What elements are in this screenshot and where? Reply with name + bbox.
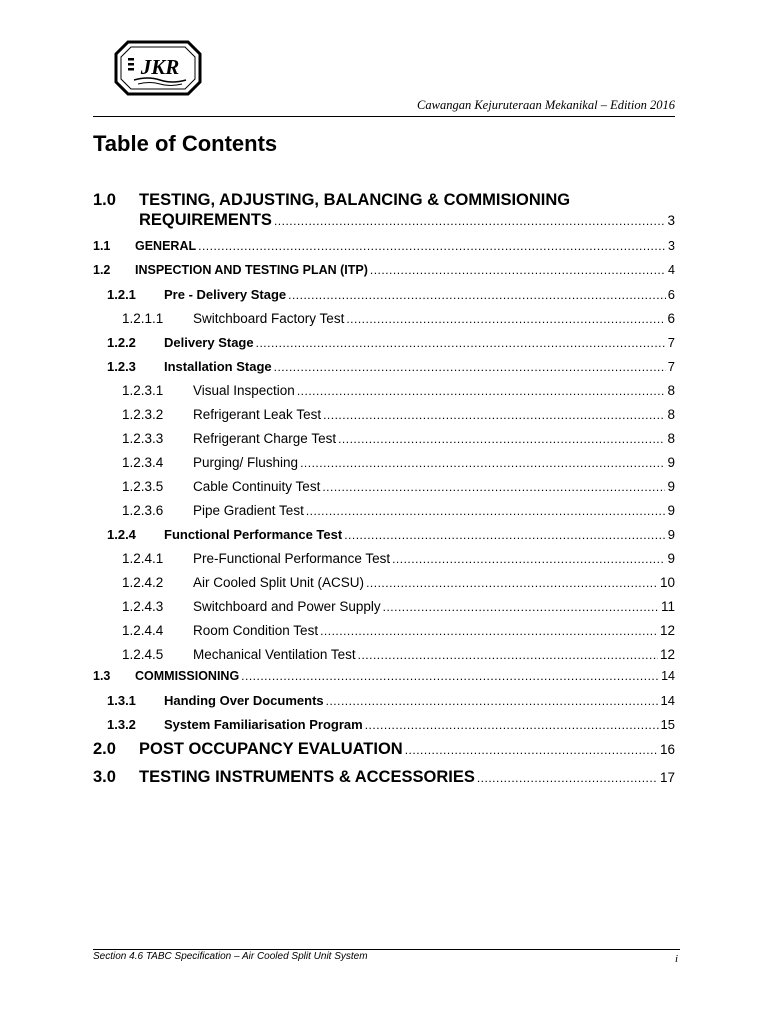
toc-entry[interactable] bbox=[0, 431, 675, 446]
toc-dot-leader bbox=[338, 432, 665, 446]
toc-entry-page: 17 bbox=[659, 770, 675, 785]
toc-entry[interactable] bbox=[0, 383, 675, 398]
toc-dot-leader bbox=[288, 288, 666, 302]
toc-entry[interactable] bbox=[0, 647, 675, 662]
toc-entry-title: Handing Over Documents bbox=[164, 693, 324, 708]
toc-dot-leader bbox=[323, 408, 665, 422]
toc-entry-title: POST OCCUPANCY EVALUATION bbox=[139, 740, 403, 758]
toc-dot-leader bbox=[300, 456, 665, 470]
toc-dot-leader bbox=[297, 384, 666, 398]
footer-section-text: Section 4.6 TABC Specification – Air Cooled Split Unit System bbox=[93, 951, 368, 962]
toc-entry-page: 12 bbox=[659, 647, 675, 662]
toc-entry-page: 7 bbox=[667, 359, 675, 374]
toc-entry-title: System Familiarisation Program bbox=[164, 717, 363, 732]
toc-entry-title: TESTING, ADJUSTING, BALANCING & COMMISIONING bbox=[139, 191, 571, 209]
toc-entry-title: Purging/ Flushing bbox=[193, 455, 299, 470]
toc-dot-leader bbox=[306, 504, 666, 518]
toc-entry[interactable] bbox=[0, 479, 675, 494]
toc-dot-leader bbox=[344, 528, 666, 542]
toc-entry-number: 1.2.4.4 bbox=[122, 623, 164, 638]
footer-divider bbox=[93, 949, 680, 950]
toc-entry-title: REQUIREMENTS bbox=[139, 211, 272, 229]
toc-dot-leader bbox=[198, 239, 666, 253]
toc-entry-number: 1.2.4.3 bbox=[122, 599, 164, 614]
footer-page-number: i bbox=[674, 953, 678, 965]
toc-entry-number: 1.2.4.1 bbox=[122, 551, 164, 566]
toc-entry-number: 1.3.2 bbox=[107, 717, 136, 732]
toc-entry[interactable] bbox=[0, 717, 675, 732]
toc-entry-number: 1.2.4.5 bbox=[122, 647, 164, 662]
toc-dot-leader bbox=[326, 694, 659, 708]
toc-dot-leader bbox=[322, 480, 665, 494]
toc-entry-number: 1.0 bbox=[93, 191, 116, 209]
toc-entry-number: 1.2.1.1 bbox=[122, 311, 164, 326]
toc-entry-number: 1.2.3.3 bbox=[122, 431, 164, 446]
toc-entry-page: 9 bbox=[667, 455, 675, 470]
toc-entry-number: 1.2.1 bbox=[107, 287, 136, 302]
toc-entry-title: Refrigerant Leak Test bbox=[193, 407, 322, 422]
toc-entry[interactable] bbox=[0, 287, 675, 302]
toc-entry-number: 1.1 bbox=[93, 239, 111, 253]
toc-entry[interactable] bbox=[0, 575, 675, 590]
toc-entry-title: Switchboard and Power Supply bbox=[193, 599, 381, 614]
toc-entry-page: 9 bbox=[667, 527, 675, 542]
toc-entry-number: 2.0 bbox=[93, 740, 116, 758]
toc-entry-page: 7 bbox=[667, 335, 675, 350]
toc-entry-title: Pipe Gradient Test bbox=[193, 503, 304, 518]
toc-entry[interactable] bbox=[139, 211, 675, 230]
toc-entry-number: 1.3.1 bbox=[107, 693, 136, 708]
toc-entry-number: 1.2.3 bbox=[107, 359, 136, 374]
toc-entry-number: 1.2.4.2 bbox=[122, 575, 164, 590]
toc-entry-page: 4 bbox=[668, 263, 675, 277]
toc-entry-page: 9 bbox=[667, 551, 675, 566]
toc-entry[interactable] bbox=[0, 359, 675, 374]
toc-entry-title: GENERAL bbox=[135, 239, 197, 253]
toc-entry-number: 1.2.3.1 bbox=[122, 383, 164, 398]
toc-entry[interactable] bbox=[0, 527, 675, 542]
toc-dot-leader bbox=[274, 214, 666, 228]
logo-text: JKR bbox=[140, 55, 180, 79]
toc-dot-leader bbox=[365, 718, 659, 732]
toc-entry[interactable] bbox=[0, 455, 675, 470]
toc-entry-page: 3 bbox=[667, 213, 675, 228]
toc-entry-number: 1.2.4 bbox=[107, 527, 136, 542]
toc-entry[interactable] bbox=[0, 551, 675, 566]
toc-entry-page: 12 bbox=[659, 623, 675, 638]
toc-entry[interactable] bbox=[0, 311, 675, 326]
toc-entry[interactable] bbox=[0, 693, 675, 708]
toc-entry-number: 1.2.3.4 bbox=[122, 455, 164, 470]
toc-entry-page: 6 bbox=[667, 287, 675, 302]
toc-entry-number: 3.0 bbox=[93, 768, 116, 786]
header-divider bbox=[93, 116, 675, 117]
toc-dot-leader bbox=[405, 743, 658, 757]
toc-dot-leader bbox=[256, 336, 666, 350]
toc-entry-title: Cable Continuity Test bbox=[193, 479, 321, 494]
toc-dot-leader bbox=[383, 600, 659, 614]
toc-entry-page: 16 bbox=[659, 742, 675, 757]
toc-entry-page: 6 bbox=[667, 311, 675, 326]
toc-entry-title: COMMISSIONING bbox=[135, 669, 240, 683]
toc-entry-title: Air Cooled Split Unit (ACSU) bbox=[193, 575, 365, 590]
toc-entry-page: 15 bbox=[660, 717, 675, 732]
toc-dot-leader bbox=[392, 552, 665, 566]
toc-entry[interactable] bbox=[0, 669, 675, 683]
toc-entry-page: 3 bbox=[668, 239, 675, 253]
toc-dot-leader bbox=[366, 576, 658, 590]
toc-dot-leader bbox=[241, 669, 659, 683]
toc-dot-leader bbox=[370, 263, 666, 277]
toc-entry-title: Switchboard Factory Test bbox=[193, 311, 345, 326]
toc-dot-leader bbox=[477, 771, 658, 785]
toc-entry-page: 8 bbox=[667, 383, 675, 398]
toc-dot-leader bbox=[358, 648, 658, 662]
toc-entry-title: TESTING INSTRUMENTS & ACCESSORIES bbox=[139, 768, 475, 786]
toc-entry-title: Visual Inspection bbox=[193, 383, 295, 398]
page-title: Table of Contents bbox=[93, 131, 278, 156]
toc-entry-page: 10 bbox=[659, 575, 675, 590]
toc-entry-title: Functional Performance Test bbox=[164, 527, 343, 542]
toc-entry-page: 14 bbox=[661, 669, 675, 683]
toc-entry-number: 1.2.3.6 bbox=[122, 503, 164, 518]
toc-entry[interactable] bbox=[0, 335, 675, 350]
toc-entry-number: 1.2.3.2 bbox=[122, 407, 164, 422]
toc-entry[interactable] bbox=[0, 407, 675, 422]
toc-entry-page: 11 bbox=[660, 599, 675, 614]
toc-entry-number: 1.3 bbox=[93, 669, 111, 683]
toc-entry-page: 8 bbox=[667, 431, 675, 446]
toc-entry-page: 9 bbox=[667, 479, 675, 494]
toc-dot-leader bbox=[346, 312, 665, 326]
toc-entry-page: 9 bbox=[667, 503, 675, 518]
toc-entry[interactable] bbox=[0, 263, 675, 277]
toc-entry[interactable] bbox=[0, 239, 675, 253]
toc-entry-number: 1.2.3.5 bbox=[122, 479, 164, 494]
toc-entry-title: INSPECTION AND TESTING PLAN (ITP) bbox=[135, 263, 368, 277]
toc-entry[interactable] bbox=[0, 191, 675, 210]
toc-entry[interactable] bbox=[0, 623, 675, 638]
toc-entry-title: Mechanical Ventilation Test bbox=[193, 647, 356, 662]
toc-entry-title: Refrigerant Charge Test bbox=[193, 431, 337, 446]
header-text: Cawangan Kejuruteraan Mekanikal – Edition 2016 bbox=[417, 98, 675, 112]
toc-entry-number: 1.2.2 bbox=[107, 335, 136, 350]
toc-dot-leader bbox=[274, 360, 666, 374]
toc-entry[interactable] bbox=[0, 768, 675, 787]
toc-entry[interactable] bbox=[0, 503, 675, 518]
toc-entry-page: 8 bbox=[667, 407, 675, 422]
toc-entry-number: 1.2 bbox=[93, 263, 111, 277]
toc-entry[interactable] bbox=[0, 599, 675, 614]
toc-entry[interactable] bbox=[0, 740, 675, 759]
toc-entry-title: Room Condition Test bbox=[193, 623, 319, 638]
toc-entry-title: Delivery Stage bbox=[164, 335, 254, 350]
toc-dot-leader bbox=[320, 624, 658, 638]
jkr-logo bbox=[114, 40, 202, 96]
toc-entry-title: Installation Stage bbox=[164, 359, 272, 374]
toc-entry-title: Pre - Delivery Stage bbox=[164, 287, 287, 302]
toc-entry-page: 14 bbox=[660, 693, 675, 708]
toc-entry-title: Pre-Functional Performance Test bbox=[193, 551, 391, 566]
